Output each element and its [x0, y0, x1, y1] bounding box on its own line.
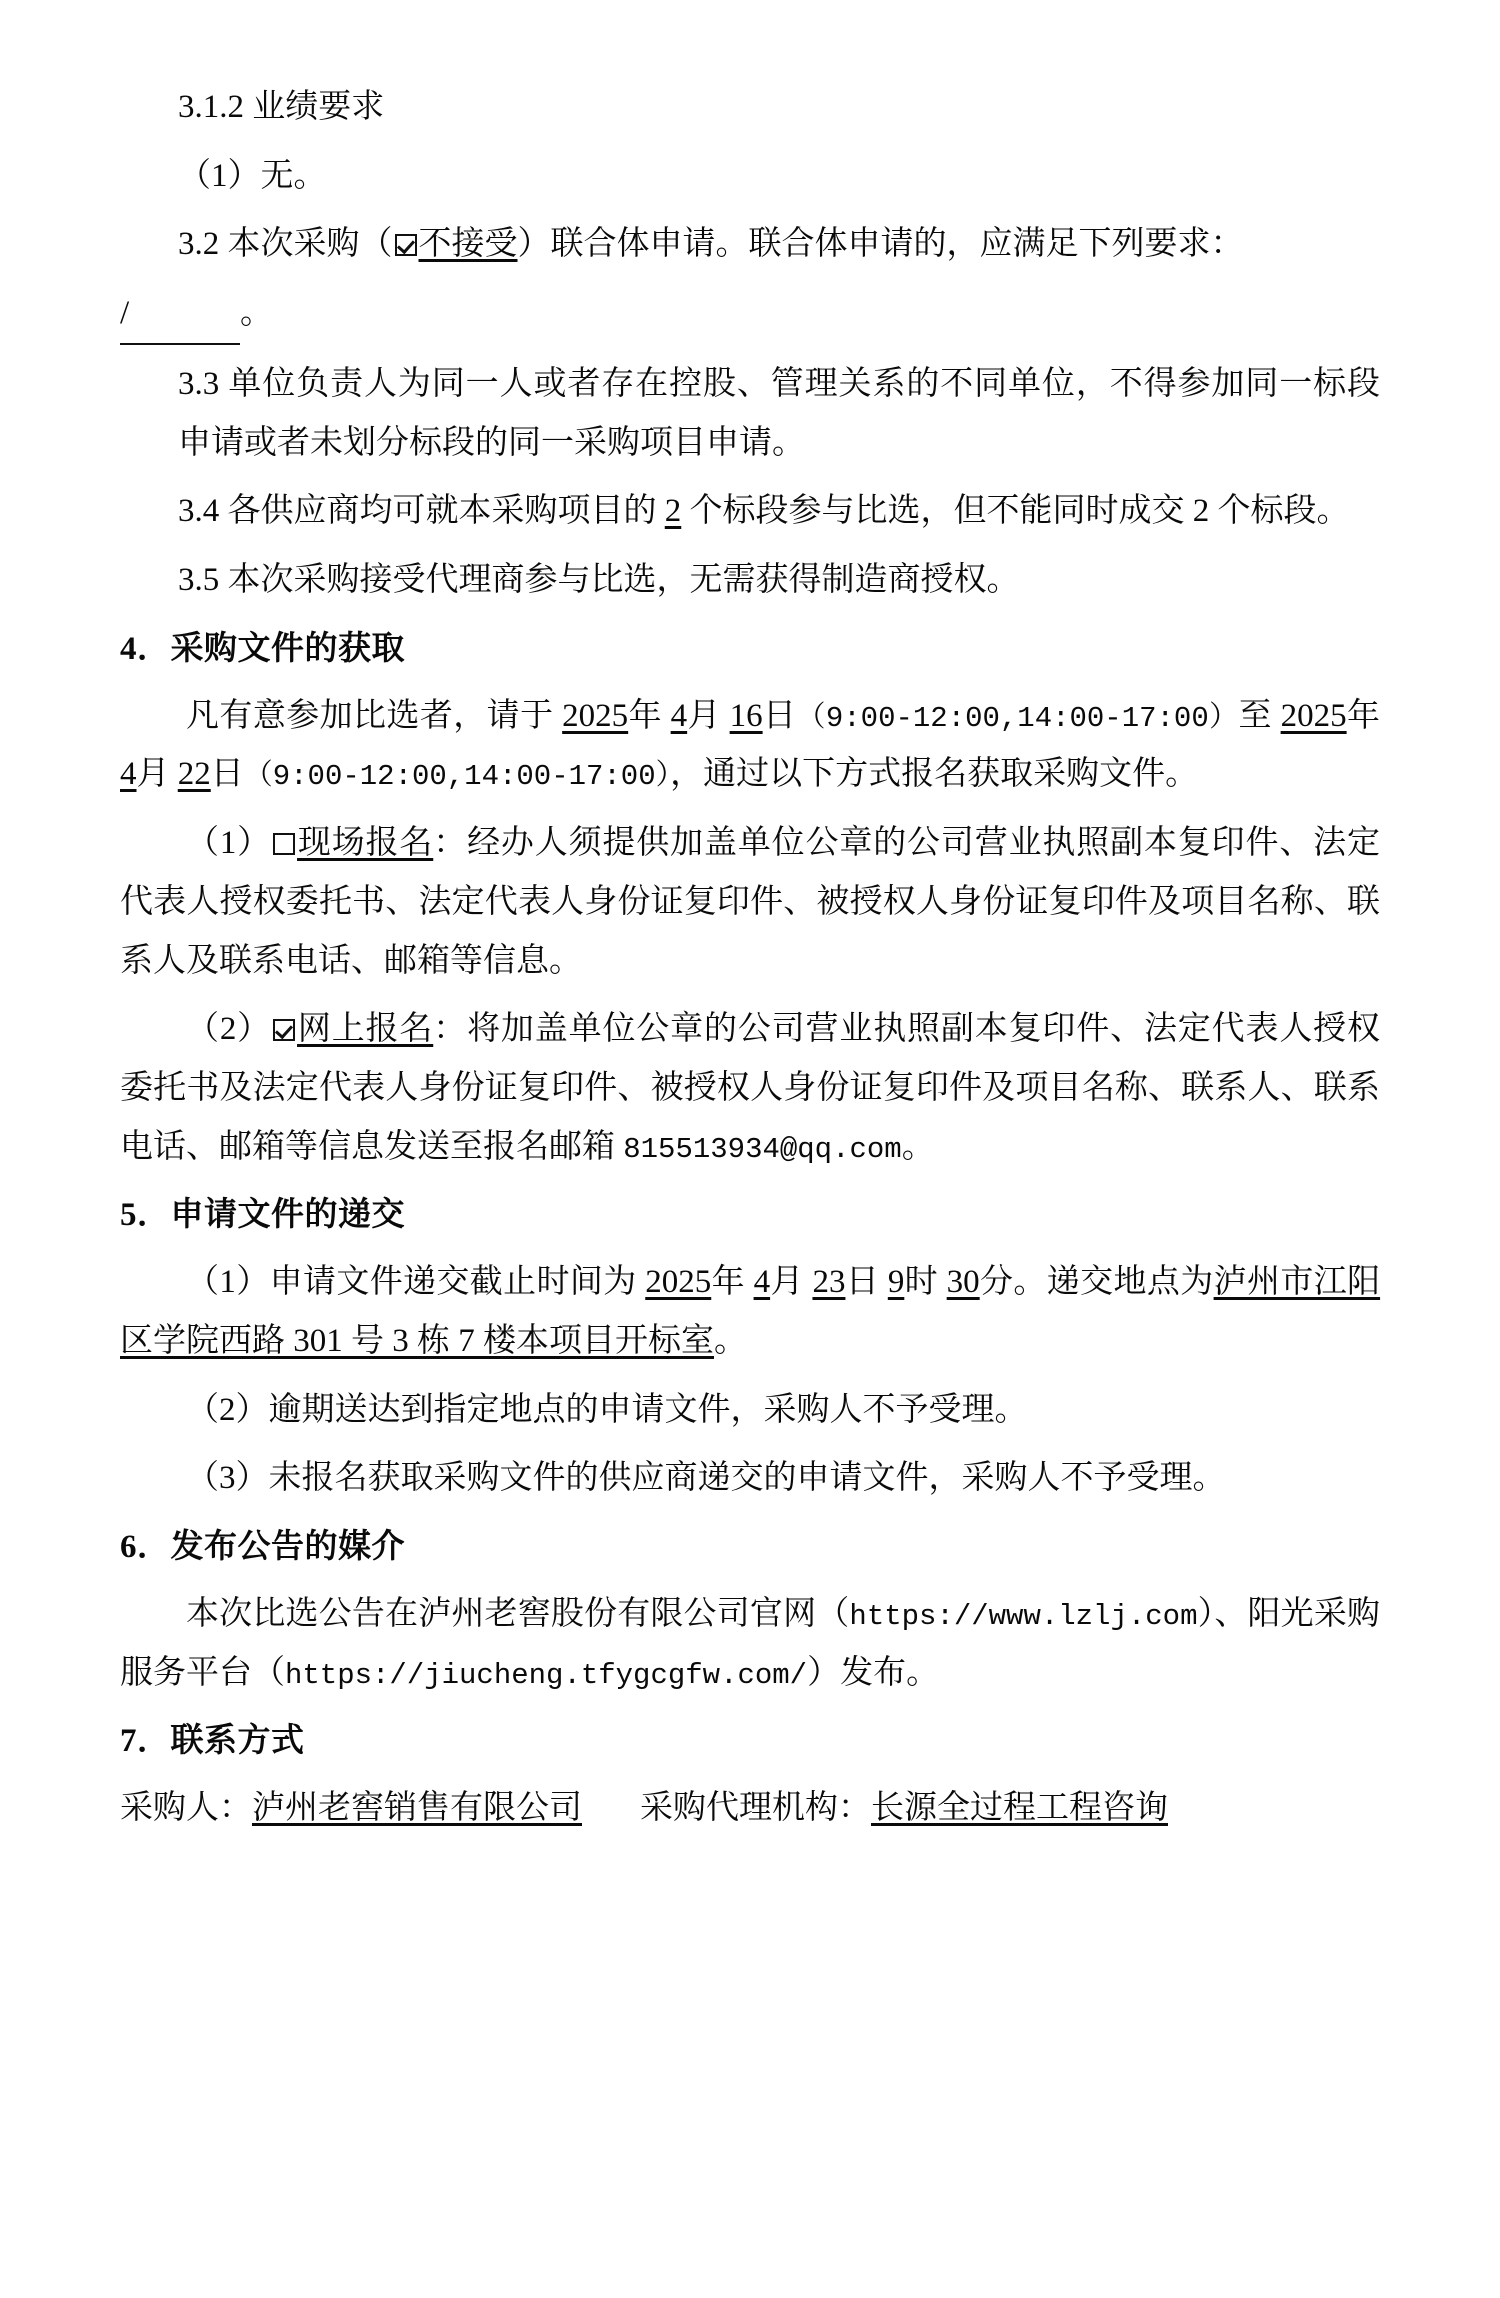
- start-month: 4: [670, 697, 688, 734]
- section-6-paragraph: [120, 1585, 1380, 1702]
- s5-y-unit: 年: [711, 1264, 754, 1301]
- s5-d-unit: 日: [845, 1264, 888, 1301]
- submit-minute: 30: [946, 1264, 980, 1301]
- clause-3-4: [120, 482, 1380, 541]
- submission-address: 泸州市江阳区学院西路 301 号 3 栋 7 楼本项目开标室: [120, 1264, 1381, 1359]
- section-5-item-2: （2）逾期送达到指定地点的申请文件，采购人不予受理。: [186, 1391, 1028, 1428]
- end-time: （9:00-12:00,14:00-17:00）: [243, 760, 671, 794]
- s4-item1-checkbox-label: 现场报名: [297, 825, 434, 862]
- s4-item1-label: （1）: [186, 825, 272, 862]
- s4-item2-text: ：将加盖单位公章的公司营业执照副本复印件、法定代表人授权委托书及法定代表人身份证复印件、被授权人身份证复印件及项目名称、联系人、联系电话、邮箱等信息发送至报名邮箱: [120, 1011, 1381, 1165]
- start-time: （9:00-12:00,14:00-17:00）: [796, 701, 1239, 735]
- procurement-platform-url[interactable]: https://jiucheng.tfygcgfw.com/: [285, 1658, 808, 1692]
- section-4-paragraph: [120, 687, 1380, 804]
- agent-value: 长源全过程工程咨询: [871, 1790, 1168, 1827]
- s4-m-unit-1: 月: [687, 697, 730, 734]
- submit-hour: 9: [887, 1264, 905, 1301]
- s4-tail: ，通过以下方式报名获取采购文件。: [670, 756, 1199, 793]
- clause-3-2-blank-suffix: 。: [240, 295, 273, 332]
- clause-3-2-checkbox-label: 不接受: [418, 226, 518, 263]
- section-5-item-1: [120, 1253, 1380, 1370]
- checkbox-icon-not-accept[interactable]: [395, 234, 417, 256]
- clause-3-2: [120, 215, 1380, 274]
- s4-m-unit-2: 月: [136, 756, 178, 793]
- s5-mid: 。递交地点为: [1013, 1264, 1214, 1301]
- document-body: [120, 78, 1380, 1838]
- clause-3-3: 3.3 单位负责人为同一人或者存在控股、管理关系的不同单位，不得参加同一标段申请或者未划分标段的同一采购项目申请。: [178, 365, 1380, 461]
- submit-month: 4: [753, 1264, 771, 1301]
- submit-year: 2025: [645, 1264, 712, 1301]
- checkbox-icon-online-registration[interactable]: [273, 1019, 295, 1041]
- s5-h-unit: 时: [904, 1264, 947, 1301]
- clause-3-1-2: 3.1.2 业绩要求: [178, 89, 385, 125]
- end-day: 22: [177, 756, 211, 793]
- checkbox-icon-onsite-registration[interactable]: [273, 833, 295, 855]
- s4-mid: 至: [1238, 697, 1281, 734]
- s6-tail: ）发布。: [807, 1654, 940, 1691]
- section-4-item-2: [120, 1000, 1380, 1176]
- s4-lead: 凡有意参加比选者，请于: [186, 697, 563, 734]
- s4-item2-tail: 。: [901, 1128, 935, 1165]
- end-year: 2025: [1280, 697, 1347, 734]
- agent-label: 采购代理机构：: [640, 1790, 871, 1827]
- clause-3-2-suffix: ）联合体申请。联合体申请的，应满足下列要求：: [517, 226, 1244, 263]
- clause-3-5: 3.5 本次采购接受代理商参与比选，无需获得制造商授权。: [178, 562, 1020, 599]
- s6-mid: ）、阳光采购服务平台（: [120, 1595, 1381, 1691]
- consortium-requirement-blank[interactable]: /: [120, 284, 240, 345]
- start-year: 2025: [562, 697, 629, 734]
- s5-lead: （1）申请文件递交截止时间为: [186, 1264, 646, 1301]
- clause-3-4-text-b: 个标段参与比选，但不能同时成交 2 个标段。: [681, 493, 1350, 530]
- official-website-url[interactable]: https://www.lzlj.com: [849, 1599, 1198, 1633]
- section-6-heading: 6．发布公告的媒介: [120, 1529, 405, 1566]
- s4-y-unit-2: 年: [1346, 697, 1381, 734]
- submit-day: 23: [812, 1264, 846, 1301]
- buyer-value: 泸州老窖销售有限公司: [252, 1790, 582, 1827]
- s4-y-unit-1: 年: [628, 697, 671, 734]
- s4-item2-checkbox-label: 网上报名: [297, 1011, 434, 1048]
- agent-block: [640, 1779, 1380, 1838]
- buyer-block: [120, 1779, 640, 1838]
- clause-3-4-text-a: 3.4 各供应商均可就本采购项目的: [178, 493, 665, 530]
- registration-email: 815513934@qq.com: [623, 1132, 902, 1166]
- contact-row: [120, 1779, 1380, 1838]
- s4-d-unit-1: 日: [762, 697, 797, 734]
- consortium-option: [393, 226, 518, 262]
- clause-3-1-2-item-1: （1）无。: [178, 157, 327, 194]
- s5-tail: 。: [714, 1322, 747, 1359]
- s5-m-unit: 月: [770, 1264, 813, 1301]
- s4-item2-label: （2）: [186, 1011, 272, 1048]
- section-4-heading: 4．采购文件的获取: [120, 630, 405, 667]
- section-4-item-1: [120, 814, 1380, 990]
- start-day: 16: [729, 697, 763, 734]
- buyer-label: 采购人：: [120, 1790, 252, 1827]
- clause-3-2-prefix: 3.2 本次采购（: [178, 226, 393, 263]
- s4-item1-text: ：经办人须提供加盖单位公章的公司营业执照副本复印件、法定代表人授权委托书、法定代表人身份证复印件、被授权人身份证复印件及项目名称、联系人及联系电话、邮箱等信息。: [120, 825, 1381, 979]
- section-7-heading: 7．联系方式: [120, 1723, 305, 1760]
- s5-min-unit: 分: [979, 1264, 1014, 1301]
- clause-3-2-blank-line: [120, 284, 1380, 345]
- section-5-heading: 5．申请文件的递交: [120, 1197, 405, 1234]
- lot-count-value: 2: [664, 493, 682, 530]
- section-5-item-3: （3）未报名获取采购文件的供应商递交的申请文件，采购人不予受理。: [186, 1460, 1226, 1497]
- s4-d-unit-2: 日: [210, 756, 244, 793]
- end-month: 4: [120, 756, 137, 793]
- s6-lead: 本次比选公告在泸州老窖股份有限公司官网（: [186, 1595, 850, 1632]
